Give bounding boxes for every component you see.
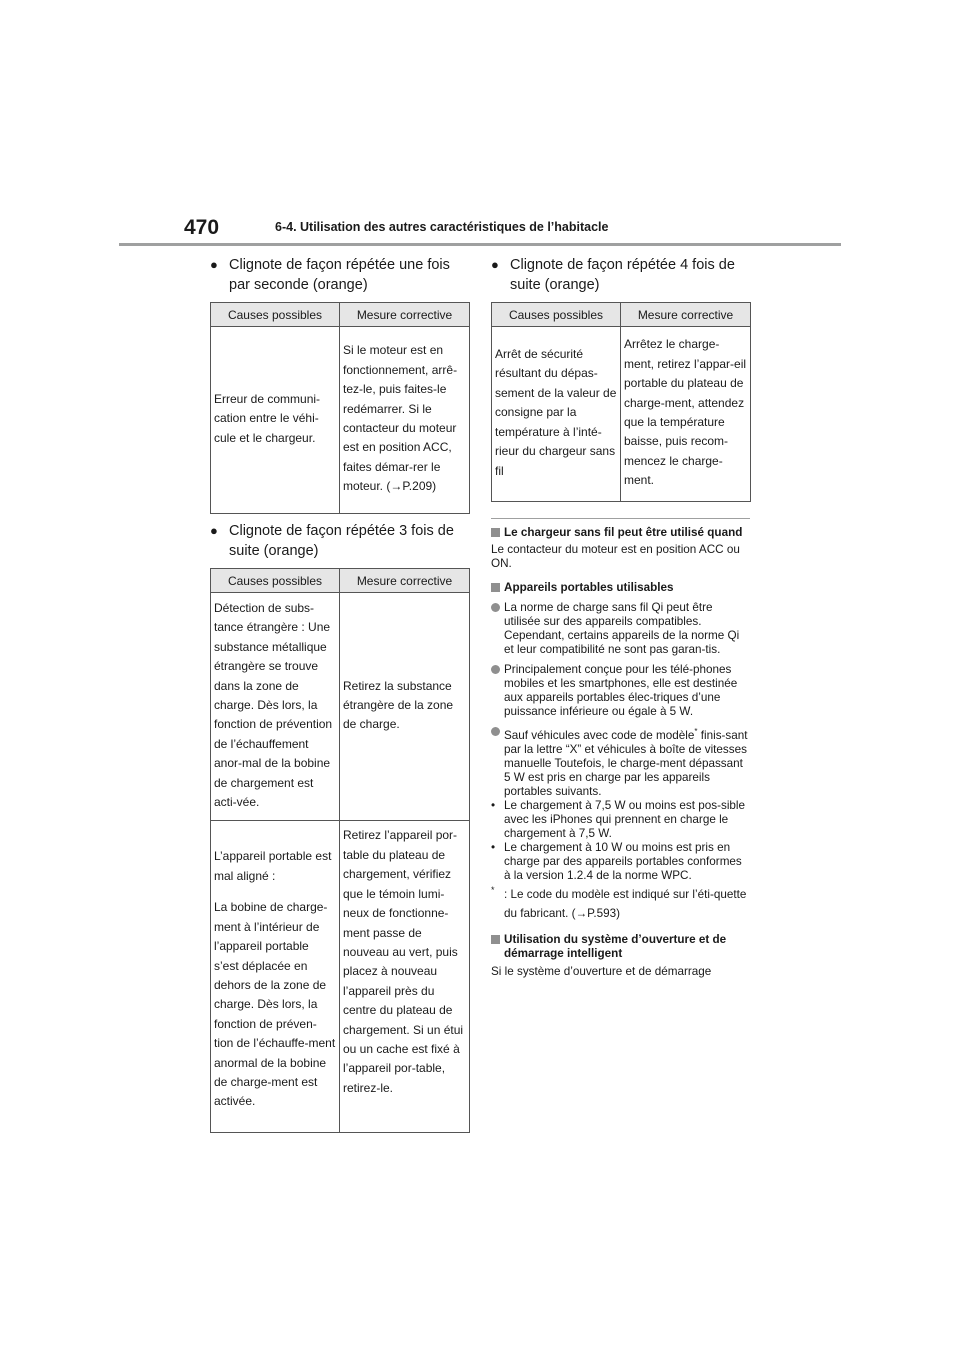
table-blink-once	[210, 302, 470, 514]
sub-list-item: • Le chargement à 10 W ou moins est pris en charge par des appareils portables conformes à la version 1.2.4 de la norme WPC.	[491, 840, 742, 882]
heading-charger-usable: Le chargeur sans fil peut être utilisé quand	[491, 526, 750, 540]
table-cell-measure: Retirez l’appareil por-table du plateau de chargement, vérifiez que le témoin lumi-neux de fonctionne-ment passe de nouveau au vert, puis placez à nouveau l’appareil près du centre du plateau de chargement. Si un étui ou un cache est fixé à l’appareil por-table, retirez-le.	[340, 821, 470, 1132]
bullet-dot-icon: ●	[210, 257, 218, 272]
circle-marker-icon	[491, 665, 500, 674]
bullet-text: Clignote de façon répétée une fois par seconde (orange)	[229, 257, 450, 293]
square-marker-icon	[491, 583, 500, 592]
left-column	[210, 255, 469, 1133]
heading-smart-entry: Utilisation du système d’ouverture et de démarrage intelligent	[491, 933, 750, 961]
table-cell-measure: Si le moteur est en fonctionnement, arrê-tez-le, puis faites-le redémarrer. Si le contacteur du moteur est en position ACC, faites démar-rer le moteur. (→P.209)	[340, 327, 470, 514]
heading-devices: Appareils portables utilisables	[491, 581, 750, 595]
header-rule	[119, 243, 841, 246]
table-header-measure: Mesure corrective	[340, 303, 470, 327]
square-marker-icon	[491, 935, 500, 944]
circle-marker-icon	[491, 603, 500, 612]
divider	[491, 518, 750, 519]
table-cell-cause: Arrêt de sécurité résultant du dépas-sement de la valeur de consigne par la température à l’inté-rieur du chargeur sans fil	[492, 327, 621, 502]
list-item: Sauf véhicules avec code de modèle* finis-sant par la lettre “X” et véhicules à boîte de vitesses manuelle Toutefois, le charge-ment dépassant 5 W est pris en charge par les appareils portables suivants.	[491, 725, 750, 799]
table-blink-4	[491, 302, 751, 502]
paragraph: Si le système d’ouverture et de démarrage	[491, 965, 712, 979]
table-cell-cause: Erreur de communi-cation entre le véhi-cule et le chargeur.	[211, 327, 340, 514]
page-number: 470	[184, 216, 220, 239]
table-cell-measure: Retirez la substance étrangère de la zone de charge.	[340, 593, 470, 821]
list-item: Principalement conçue pour les télé-phones mobiles et les smartphones, elle est destinée aux appareils portables élec-triques d’une puissance inférieure ou égale à 5 W.	[491, 663, 750, 719]
bullet-dot-icon: ●	[491, 257, 499, 272]
square-marker-icon	[491, 528, 500, 537]
bullet-blink-3	[210, 521, 469, 561]
table-cell-cause: Détection de subs-tance étrangère : Une substance métallique étrangère se trouve dans la zone de charge. Dès lors, la fonction de prévention de l’échauffement anor-mal de la bobine de chargement est acti-vée.	[211, 593, 340, 821]
list-item: La norme de charge sans fil Qi peut être utilisée sur des appareils compatibles. Cependant, certains appareils de la norme Qi et leur compatibilité ne sont pas garan-tis.	[491, 601, 750, 657]
sub-list-item: • Le chargement à 7,5 W ou moins est pos-sible avec les iPhones qui prennent en charge le chargement à 7,5 W.	[491, 798, 746, 840]
section-title: 6-4. Utilisation des autres caractéristiques de l’habitacle	[275, 220, 609, 234]
notes-section	[491, 518, 750, 979]
sub-bullet: •	[491, 840, 496, 854]
bullet-blink-4	[491, 255, 750, 295]
bullet-text: Clignote de façon répétée 4 fois de suite (orange)	[510, 257, 735, 293]
table-blink-3	[210, 568, 470, 1133]
sub-bullet: •	[491, 798, 496, 812]
right-column	[491, 255, 750, 985]
paragraph: Le contacteur du moteur est en position ACC ou ON.	[491, 543, 740, 570]
bullet-text: Clignote de façon répétée 3 fois de suite (orange)	[229, 523, 454, 559]
table-cell-measure: Arrêtez le charge-ment, retirez l’appar-eil portable du plateau de charge-ment, attendez que la température baisse, puis recom-mencez le charge-ment.	[621, 327, 751, 502]
footnote-mark: *	[694, 727, 698, 736]
bullet-blink-once	[210, 255, 469, 295]
bullet-dot-icon: ●	[210, 523, 218, 538]
table-header-measure: Mesure corrective	[621, 303, 751, 327]
table-header-causes: Causes possibles	[211, 569, 340, 593]
circle-marker-icon	[491, 727, 500, 736]
footnote: * : Le code du modèle est indiqué sur l’éti-quette du fabricant. (→P.593)	[491, 885, 750, 924]
table-header-causes: Causes possibles	[492, 303, 621, 327]
table-cell-cause: L’appareil portable est mal aligné : La bobine de charge-ment à l’intérieur de l’appareil portable s’est déplacée en dehors de la zone de charge. Dès lors, la fonction de préven-tion de l’échauffe-ment anormal de la bobine de charge-ment est activée.	[211, 821, 340, 1132]
table-header-causes: Causes possibles	[211, 303, 340, 327]
footnote-mark: *	[491, 884, 495, 895]
table-header-measure: Mesure corrective	[340, 569, 470, 593]
